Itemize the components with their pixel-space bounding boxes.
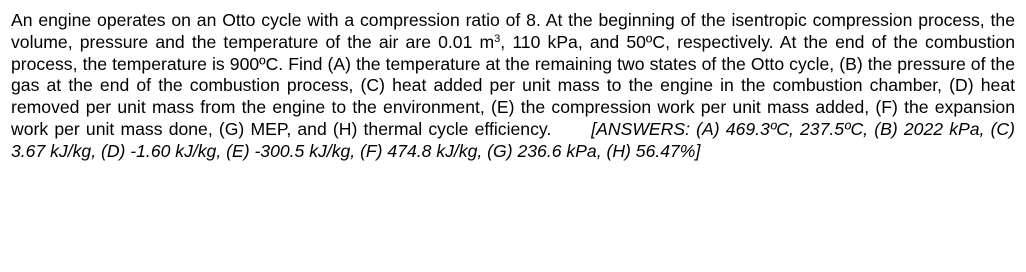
cubic-superscript: 3 bbox=[494, 32, 501, 45]
answers-text: [ANSWERS: (A) 469.3ºC, 237.5ºC, (B) 2022 kPa, (C) 3.67 kJ/kg, (D) -1.60 kJ/kg, (E) -300.5 kJ/kg, (F) 474.8 kJ/kg, (G) 236.6 kPa, (H) 56.47%] bbox=[11, 118, 1015, 161]
problem-statement bbox=[11, 10, 1015, 163]
problem-text-part-2: , 110 kPa, and 50ºC, respectively. At the end of the combustion process, the temperature is 900ºC. Find (A) the temperature at the remaining two states of the Otto cycle, (B) the pressure of the gas at the end of the combustion process, (C) heat added per unit mass to the engine in the combustion chamber, (D) heat removed per unit mass from the engine to the environment, (E) the compression work per unit mass added, (F) the expansion work per unit mass done, (G) MEP, and (H) thermal cycle efficiency. bbox=[11, 31, 1015, 139]
problem-text-part-1: An engine operates on an Otto cycle with a compression ratio of 8. At the beginning of the isentropic compression process, the volume, pressure and the temperature of the air are 0.01 m bbox=[11, 10, 1015, 52]
